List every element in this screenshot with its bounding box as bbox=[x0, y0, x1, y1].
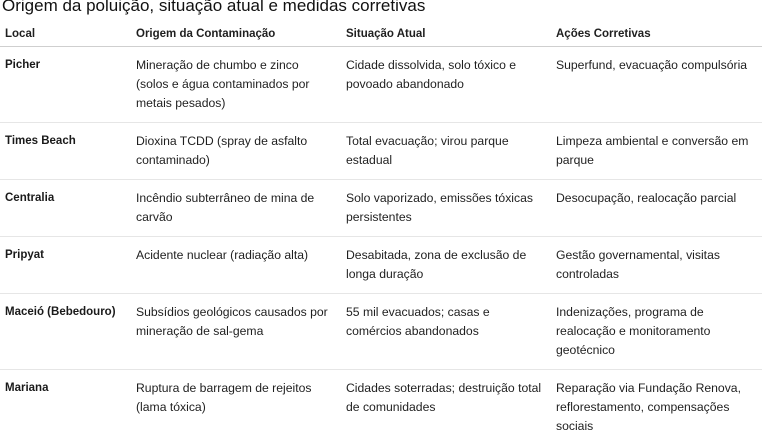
cell-local: Picher bbox=[0, 47, 131, 123]
contamination-table bbox=[0, 22, 762, 445]
cell-situacao: Desabitada, zona de exclusão de longa duração bbox=[341, 237, 551, 294]
cell-acoes: Superfund, evacuação compulsória bbox=[551, 47, 762, 123]
cell-situacao: 55 mil evacuados; casas e comércios abandonados bbox=[341, 294, 551, 370]
cell-local: Maceió (Bebedouro) bbox=[0, 294, 131, 370]
header-origem: Origem da Contaminação bbox=[131, 22, 341, 47]
cell-origem: Dioxina TCDD (spray de asfalto contaminado) bbox=[131, 123, 341, 180]
table-row bbox=[0, 123, 762, 180]
header-local: Local bbox=[0, 22, 131, 47]
cell-situacao: Cidades soterradas; destruição total de comunidades bbox=[341, 370, 551, 445]
cell-local: Times Beach bbox=[0, 123, 131, 180]
cell-acoes: Gestão governamental, visitas controladas bbox=[551, 237, 762, 294]
cell-acoes: Limpeza ambiental e conversão em parque bbox=[551, 123, 762, 180]
table-row bbox=[0, 370, 762, 445]
cell-local: Mariana bbox=[0, 370, 131, 445]
page-title: Origem da poluição, situação atual e medidas corretivas bbox=[2, 0, 425, 16]
table-row bbox=[0, 180, 762, 237]
table-row bbox=[0, 237, 762, 294]
table-row bbox=[0, 294, 762, 370]
cell-acoes: Indenizações, programa de realocação e monitoramento geotécnico bbox=[551, 294, 762, 370]
cell-local: Centralia bbox=[0, 180, 131, 237]
header-acoes: Ações Corretivas bbox=[551, 22, 762, 47]
cell-situacao: Cidade dissolvida, solo tóxico e povoado abandonado bbox=[341, 47, 551, 123]
cell-origem: Ruptura de barragem de rejeitos (lama tóxica) bbox=[131, 370, 341, 445]
table-header-row bbox=[0, 22, 762, 47]
cell-acoes: Desocupação, realocação parcial bbox=[551, 180, 762, 237]
cell-origem: Subsídios geológicos causados por mineração de sal-gema bbox=[131, 294, 341, 370]
header-situacao: Situação Atual bbox=[341, 22, 551, 47]
cell-situacao: Solo vaporizado, emissões tóxicas persistentes bbox=[341, 180, 551, 237]
cell-origem: Mineração de chumbo e zinco (solos e água contaminados por metais pesados) bbox=[131, 47, 341, 123]
cell-situacao: Total evacuação; virou parque estadual bbox=[341, 123, 551, 180]
cell-local: Pripyat bbox=[0, 237, 131, 294]
cell-origem: Incêndio subterrâneo de mina de carvão bbox=[131, 180, 341, 237]
cell-origem: Acidente nuclear (radiação alta) bbox=[131, 237, 341, 294]
table-row bbox=[0, 47, 762, 123]
cell-acoes: Reparação via Fundação Renova, reflorestamento, compensações sociais bbox=[551, 370, 762, 445]
